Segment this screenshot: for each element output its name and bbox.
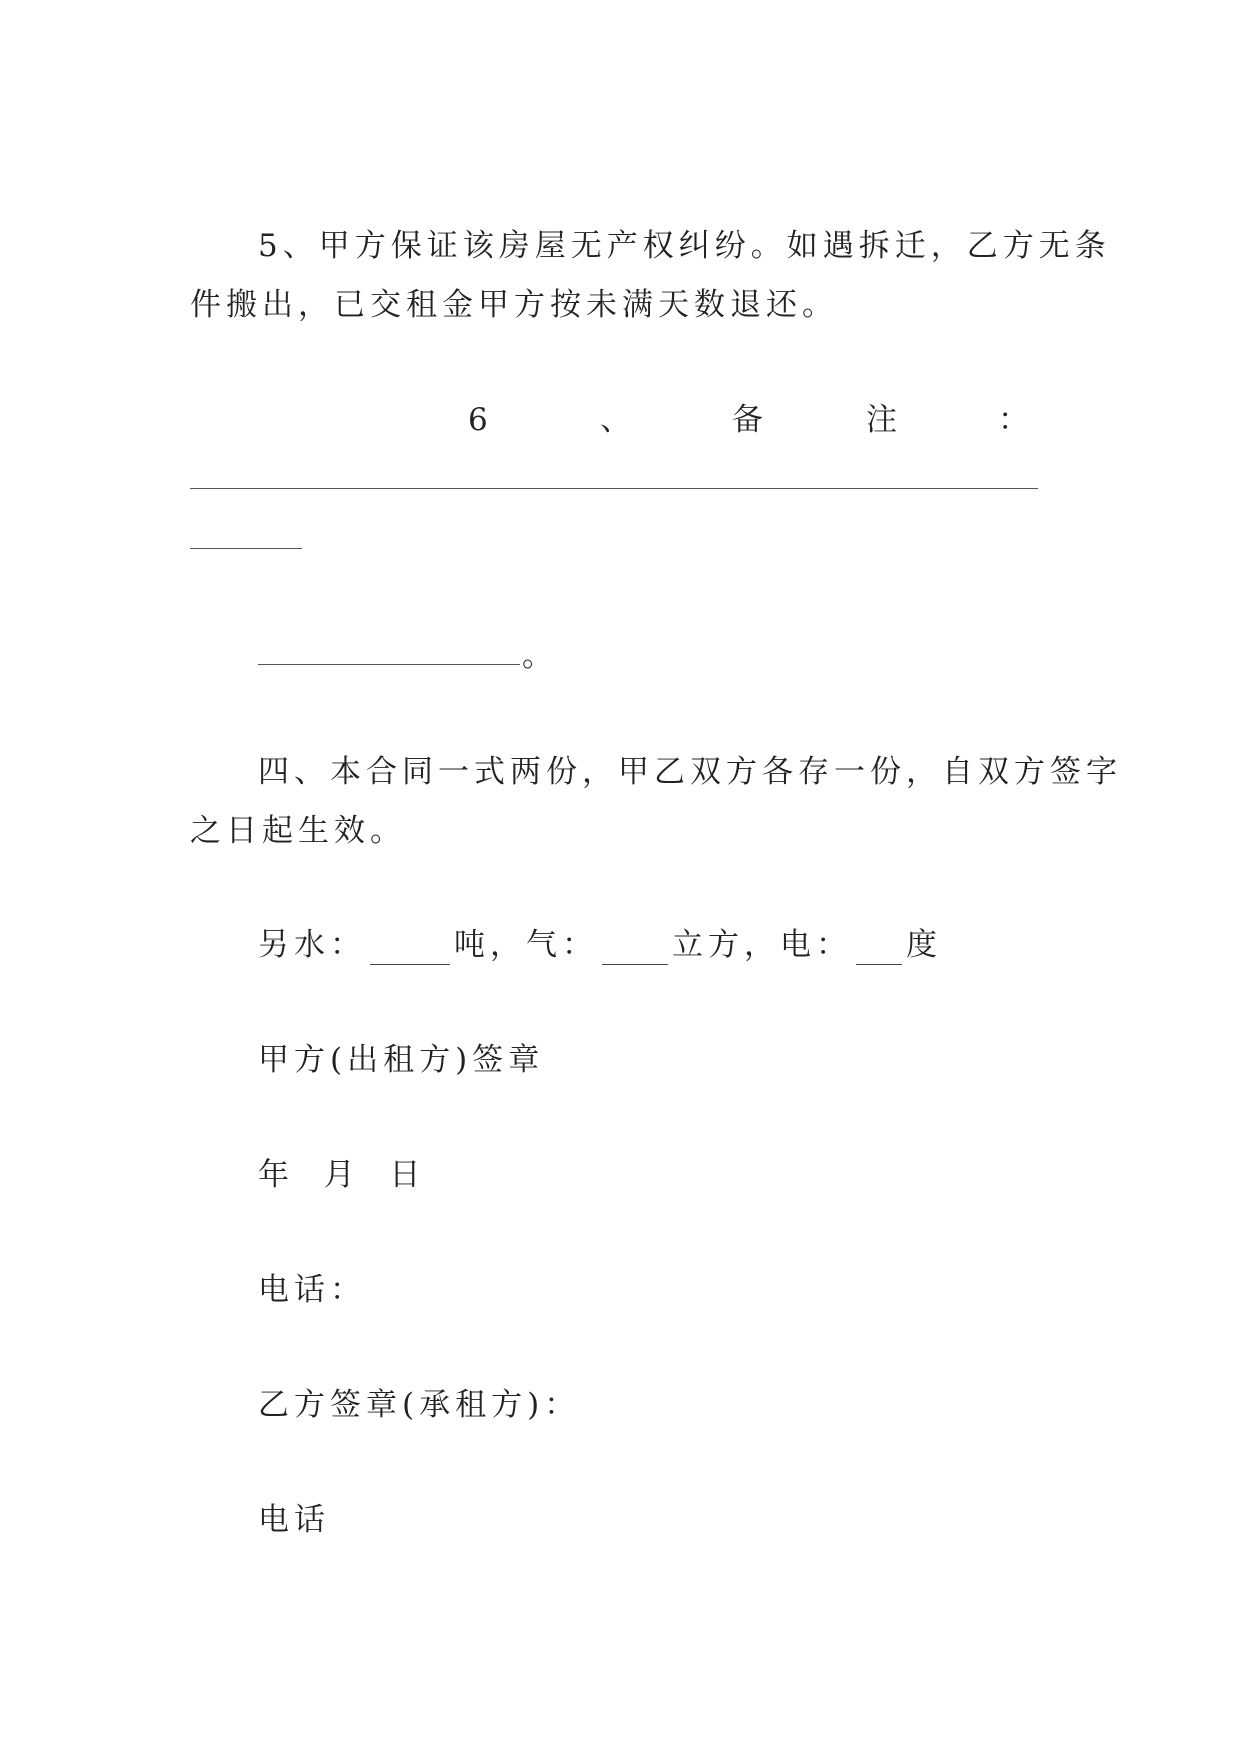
clause-5-line-2: 件搬出，已交租金甲方按未满天数退还。 — [190, 287, 838, 323]
clause-6-remarks-heading — [190, 400, 1038, 440]
utilities-prefix: 另水： — [258, 927, 366, 963]
clause-5-line-1: 5、甲方保证该房屋无产权纠纷。如遇拆迁，乙方无条 — [258, 228, 1111, 264]
party-a-date: 年 月 日 — [258, 1157, 426, 1193]
gas-unit: 立方，电： — [672, 927, 852, 963]
party-a-phone: 电话： — [258, 1272, 366, 1308]
remarks-blank-line-1 — [190, 488, 1038, 489]
remarks-blank-line-3 — [258, 664, 520, 665]
water-amount-blank — [370, 936, 450, 965]
clause-6-separator: 、 — [600, 402, 631, 438]
remarks-end-mark: 。 — [522, 638, 558, 674]
clause-6-word-2: 注 — [866, 402, 897, 438]
electricity-amount-blank — [856, 936, 902, 965]
water-unit: 吨，气： — [454, 927, 598, 963]
clause-6-colon: ： — [998, 402, 1029, 438]
clause-4-line-2: 之日起生效。 — [190, 813, 406, 849]
party-b-signature: 乙方签章(承租方)： — [258, 1387, 581, 1423]
clause-6-number: 6 — [468, 402, 488, 438]
remarks-blank-line-2 — [190, 548, 302, 549]
gas-amount-blank — [602, 936, 668, 965]
clause-6-word-1: 备 — [732, 402, 763, 438]
utilities-line — [258, 925, 942, 965]
clause-4-line-1: 四、本合同一式两份，甲乙双方各存一份，自双方签字 — [258, 754, 1122, 790]
electricity-unit: 度 — [906, 927, 942, 963]
party-b-phone: 电话 — [258, 1502, 330, 1538]
party-a-signature: 甲方(出租方)签章 — [258, 1042, 545, 1078]
